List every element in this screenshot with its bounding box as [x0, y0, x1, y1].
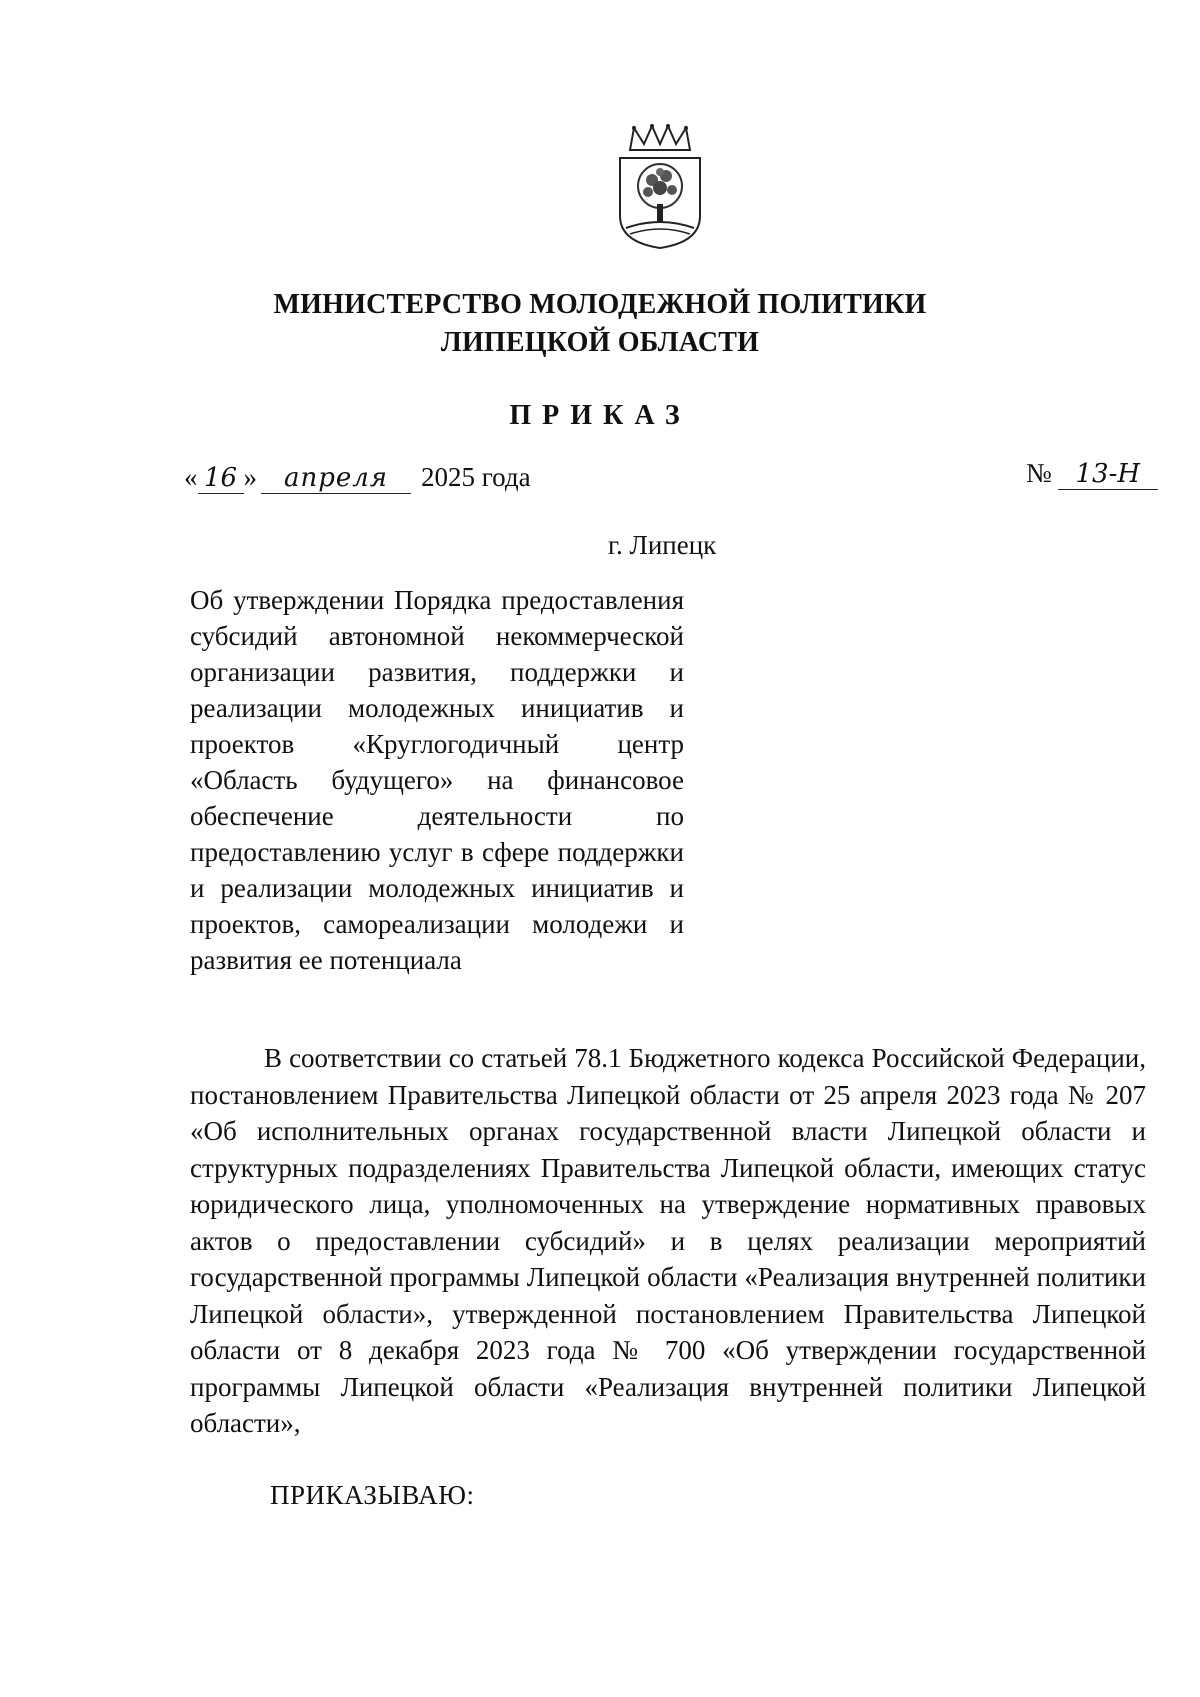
order-number-value: 13-Н	[1058, 459, 1158, 490]
document-title: ПРИКАЗ	[509, 400, 691, 431]
order-date	[184, 462, 531, 494]
preamble-paragraph: В соответствии со статьей 78.1 Бюджетного кодекса Российской Федерации, постановлением Правительства Липецкой области от 25 апреля 2023 года № 207 «Об исполнительных органах государственной власти Липецкой области и структурных подразделениях Правительства Липецкой области, имеющих статус юридического лица, уполномоченных на утверждение нормативных правовых актов о предоставлении субсидий» и в целях реализации мероприятий государственной программы Липецкой области «Реализация внутренней политики Липецкой области», утвержденной постановлением Правительства Липецкой области от 8 декабря 2023 года № 700 «Об утверждении государственной программы Липецкой области «Реализация внутренней политики Липецкой области»,	[190, 1043, 1146, 1438]
date-year: 2025 года	[421, 462, 531, 492]
order-number-prefix: №	[1026, 458, 1052, 488]
date-close-quote: »	[243, 462, 257, 492]
order-number	[1026, 458, 1158, 490]
date-day: 16	[198, 463, 244, 494]
ministry-name-line-2: ЛИПЕЦКОЙ ОБЛАСТИ	[440, 327, 760, 358]
ministry-name	[200, 286, 1000, 362]
city: г. Липецк	[608, 530, 717, 560]
ministry-name-line-1: МИНИСТЕРСТВО МОЛОДЕЖНОЙ ПОЛИТИКИ	[273, 289, 927, 320]
coat-of-arms-icon	[612, 124, 708, 252]
order-directive: ПРИКАЗЫВАЮ:	[270, 1480, 475, 1510]
date-open-quote: «	[184, 462, 198, 492]
order-subject: Об утверждении Порядка предоставления субсидий автономной некоммерческой организации развития, поддержки и реализации молодежных инициатив и проектов «Круглогодичный центр «Область будущего» на финансовое обеспечение деятельности по предоставлению услуг в сфере поддержки и реализации молодежных инициатив и проектов, самореализации молодежи и развития ее потенциала	[190, 585, 684, 975]
date-month: апреля	[261, 463, 411, 494]
